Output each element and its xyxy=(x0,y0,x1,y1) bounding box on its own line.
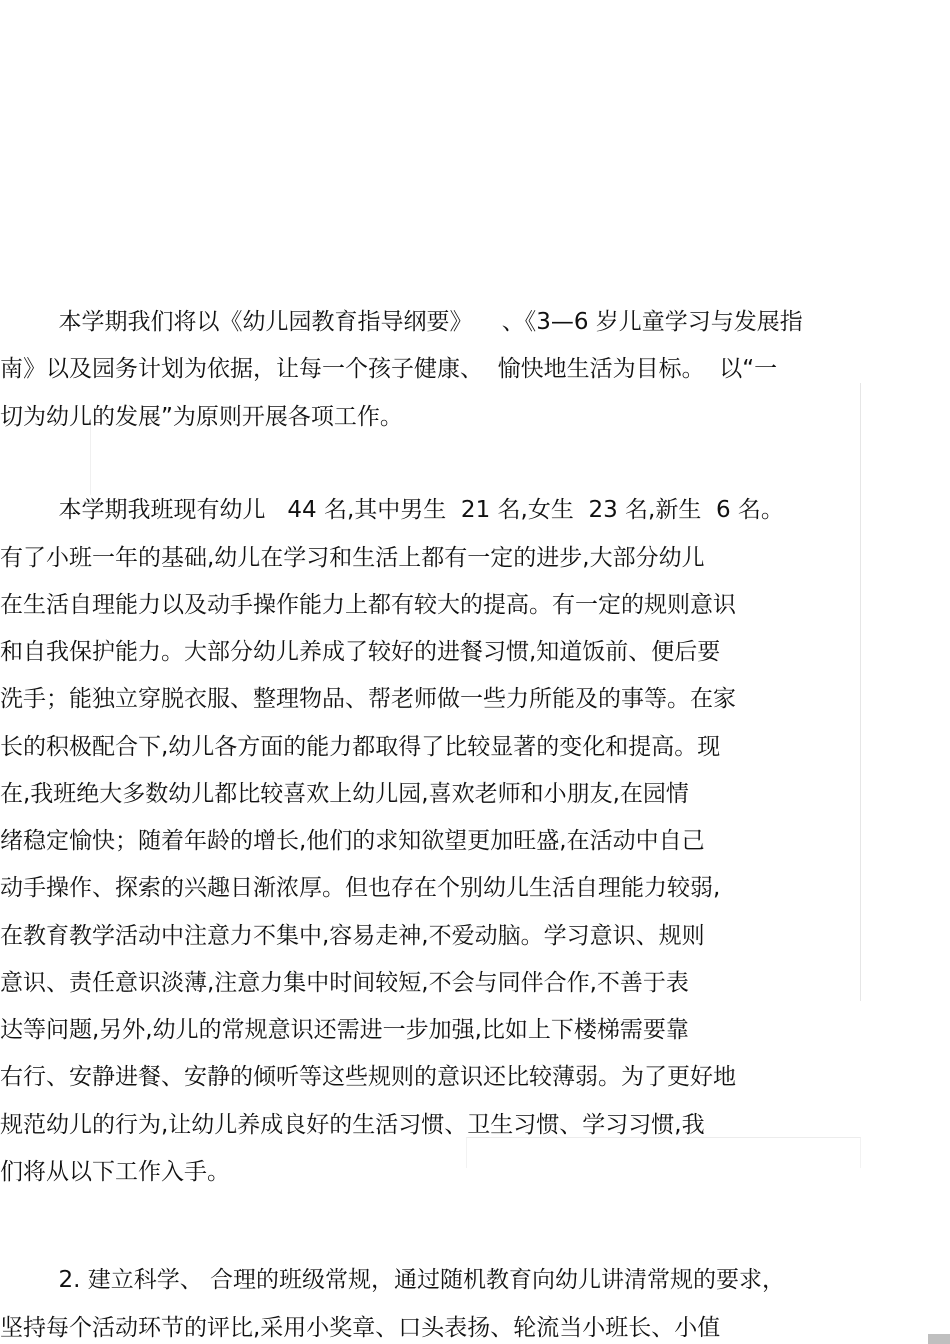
para2-line: 有了小班一年的基础,幼儿在学习和生活上都有一定的进步,大部分幼儿 xyxy=(0,545,705,571)
para2-line: 绪稳定愉快；随着年龄的增长,他们的求知欲望更加旺盛,在活动中自己 xyxy=(0,828,705,854)
para1-line: 本学期我们将以《幼儿园教育指导纲要》 、《3—6 岁儿童学习与发展指 xyxy=(0,309,803,335)
para2-line: 右行、安静进餐、安静的倾听等这些规则的意识还比较薄弱。为了更好地 xyxy=(0,1064,736,1090)
para2-line: 意识、责任意识淡薄,注意力集中时间较短,不会与同伴合作,不善于表 xyxy=(0,970,689,996)
para2-line: 洗手；能独立穿脱衣服、整理物品、帮老师做一些力所能及的事等。在家 xyxy=(0,686,736,712)
para2-line: 在,我班绝大多数幼儿都比较喜欢上幼儿园,喜欢老师和小朋友,在园情 xyxy=(0,781,689,807)
para2-line: 本学期我班现有幼儿 44 名,其中男生 21 名,女生 23 名,新生 6 名。 xyxy=(0,497,784,523)
para2-line: 在教育教学活动中注意力不集中,容易走神,不爱动脑。学习意识、规则 xyxy=(0,923,705,949)
para1-line: 南》以及园务计划为依据，让每一个孩子健康、 愉快地生活为目标。 以“一 xyxy=(0,356,778,382)
scan-corner-mark xyxy=(928,1334,950,1344)
scan-rule-line xyxy=(90,425,91,495)
para1-line: 切为幼儿的发展”为原则开展各项工作。 xyxy=(0,404,403,430)
para2-line: 们将从以下工作入手。 xyxy=(0,1159,230,1185)
para2-line: 达等问题,另外,幼儿的常规意识还需进一步加强,比如上下楼梯需要靠 xyxy=(0,1017,689,1043)
scan-rule-line xyxy=(860,383,861,1001)
para2-line: 规范幼儿的行为,让幼儿养成良好的生活习惯、卫生习惯、学习习惯,我 xyxy=(0,1112,705,1138)
para2-line: 长的积极配合下,幼儿各方面的能力都取得了比较显著的变化和提高。现 xyxy=(0,734,721,760)
scan-artifact-box xyxy=(466,1137,861,1168)
para3-line: 2. 建立科学、 合理的班级常规，通过随机教育向幼儿讲清常规的要求， xyxy=(0,1267,786,1293)
para3-line: 坚持每个活动环节的评比,采用小奖章、口头表扬、轮流当小班长、小值 xyxy=(0,1315,721,1341)
para2-line: 和自我保护能力。大部分幼儿养成了较好的进餐习惯,知道饭前、便后要 xyxy=(0,639,721,665)
para2-line: 在生活自理能力以及动手操作能力上都有较大的提高。有一定的规则意识 xyxy=(0,592,736,618)
para2-line: 动手操作、探索的兴趣日渐浓厚。但也存在个别幼儿生活自理能力较弱, xyxy=(0,875,721,901)
